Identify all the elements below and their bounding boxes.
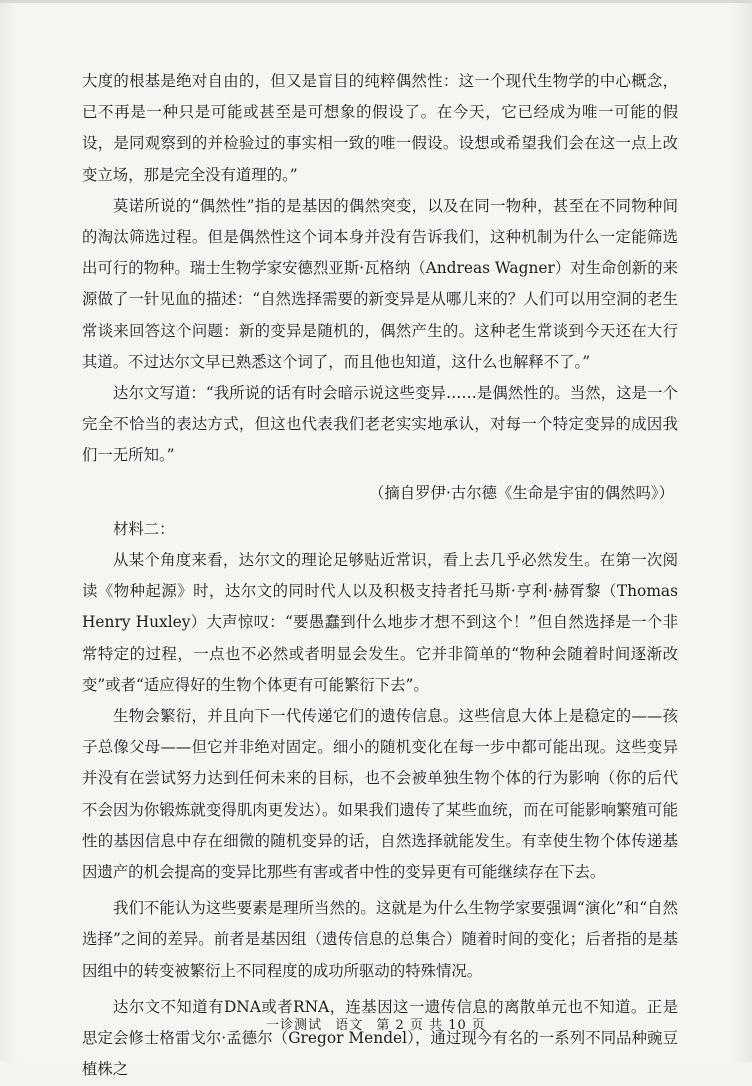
paragraph-1: 大度的根基是绝对自由的，但又是盲目的纯粹偶然性：这一个现代生物学的中心概念，已不再是一种只是可能或甚至是可想象的假设了。在今天，它已经成为唯一可能的假设，是同观察到的并检验过的事实相一致的唯一假设。设想或希望我们会在这一点上改变立场，那是完全没有道理的。” (82, 72, 678, 184)
paragraph-3: 达尔文写道：“我所说的话有时会暗示说这些变异……是偶然性的。当然，这是一个完全不恰当的表达方式，但这也代表我们老老实实地承认，对每一个特定变异的成因我们一无所知。” (82, 384, 678, 465)
footer-subject: 语文 (335, 1018, 364, 1033)
paragraph-2: 莫诺所说的“偶然性”指的是基因的偶然突变，以及在同一物种，甚至在不同物种间的淘汰筛选过程。但是偶然性这个词本身并没有告诉我们，这种机制为什么一定能筛选出可行的物种。瑞士生物学家安德烈亚斯·瓦格纳（Andreas Wagner）对生命创新的来源做了一针见血的描述：“自然选择需要的新变异是从哪儿来的？人们可以用空洞的老生常谈来回答这个问题：新的变异是随机的，偶然产生的。这种老生常谈到今天还在大行其道。不过达尔文早已熟悉这个词了，而且他也知道，这什么也解释不了。” (82, 196, 678, 371)
paragraph-4: 从某个角度来看，达尔文的理论足够贴近常识，看上去几乎必然发生。在第一次阅读《物种起源》时，达尔文的同时代人以及积极支持者托马斯·亨利·赫胥黎（Thomas Henry Huxley）大声惊叹：“要愚蠢到什么地步才想不到这个！”但自然选择是一个非常特定的过程，一点也不必然或者明显会发生。它并非简单的“物种会随着时间逐渐改变”或者“适应得好的生物个体更有可能繁衍下去”。 (82, 551, 678, 694)
text-body (82, 66, 678, 1086)
material-two-label: 材料二： (113, 519, 175, 538)
paragraph-6: 我们不能认为这些要素是理所当然的。这就是为什么生物学家要强调“演化”和“自然选择”之间的差异。前者是基因组（遗传信息的总集合）随着时间的变化；后者指的是基因组中的转变被繁衍上不同程度的成功所驱动的特殊情况。 (82, 899, 678, 980)
footer-page-number: 第 2 页 共 10 页 (376, 1018, 486, 1033)
footer-exam: 一诊测试 (266, 1018, 323, 1033)
top-edge (0, 0, 752, 3)
source-citation: （摘自罗伊·古尔德《生命是宇宙的偶然吗》） (368, 483, 674, 502)
paragraph-7: 达尔文不知道有DNA或者RNA，连基因这一遗传信息的离散单元也不知道。正是思定会修士格雷戈尔·孟德尔（Gregor Mendel），通过现今有名的一系列不同品种豌豆植株之 (82, 997, 678, 1079)
page-footer (0, 1014, 752, 1033)
paragraph-5: 生物会繁衍，并且向下一代传递它们的遗传信息。这些信息大体上是稳定的——孩子总像父母——但它并非绝对固定。细小的随机变化在每一步中都可能出现。这些变异并没有在尝试努力达到任何未来的目标，也不会被单独生物个体的行为影响（你的后代不会因为你锻炼就变得肌肉更发达）。如果我们遗传了某些血统，而在可能影响繁殖可能性的基因信息中存在细微的随机变异的话，自然选择就能发生。有幸使生物个体传递基因遗产的机会提高的变异比那些有害或者中性的变异更有可能继续存在下去。 (82, 707, 678, 882)
